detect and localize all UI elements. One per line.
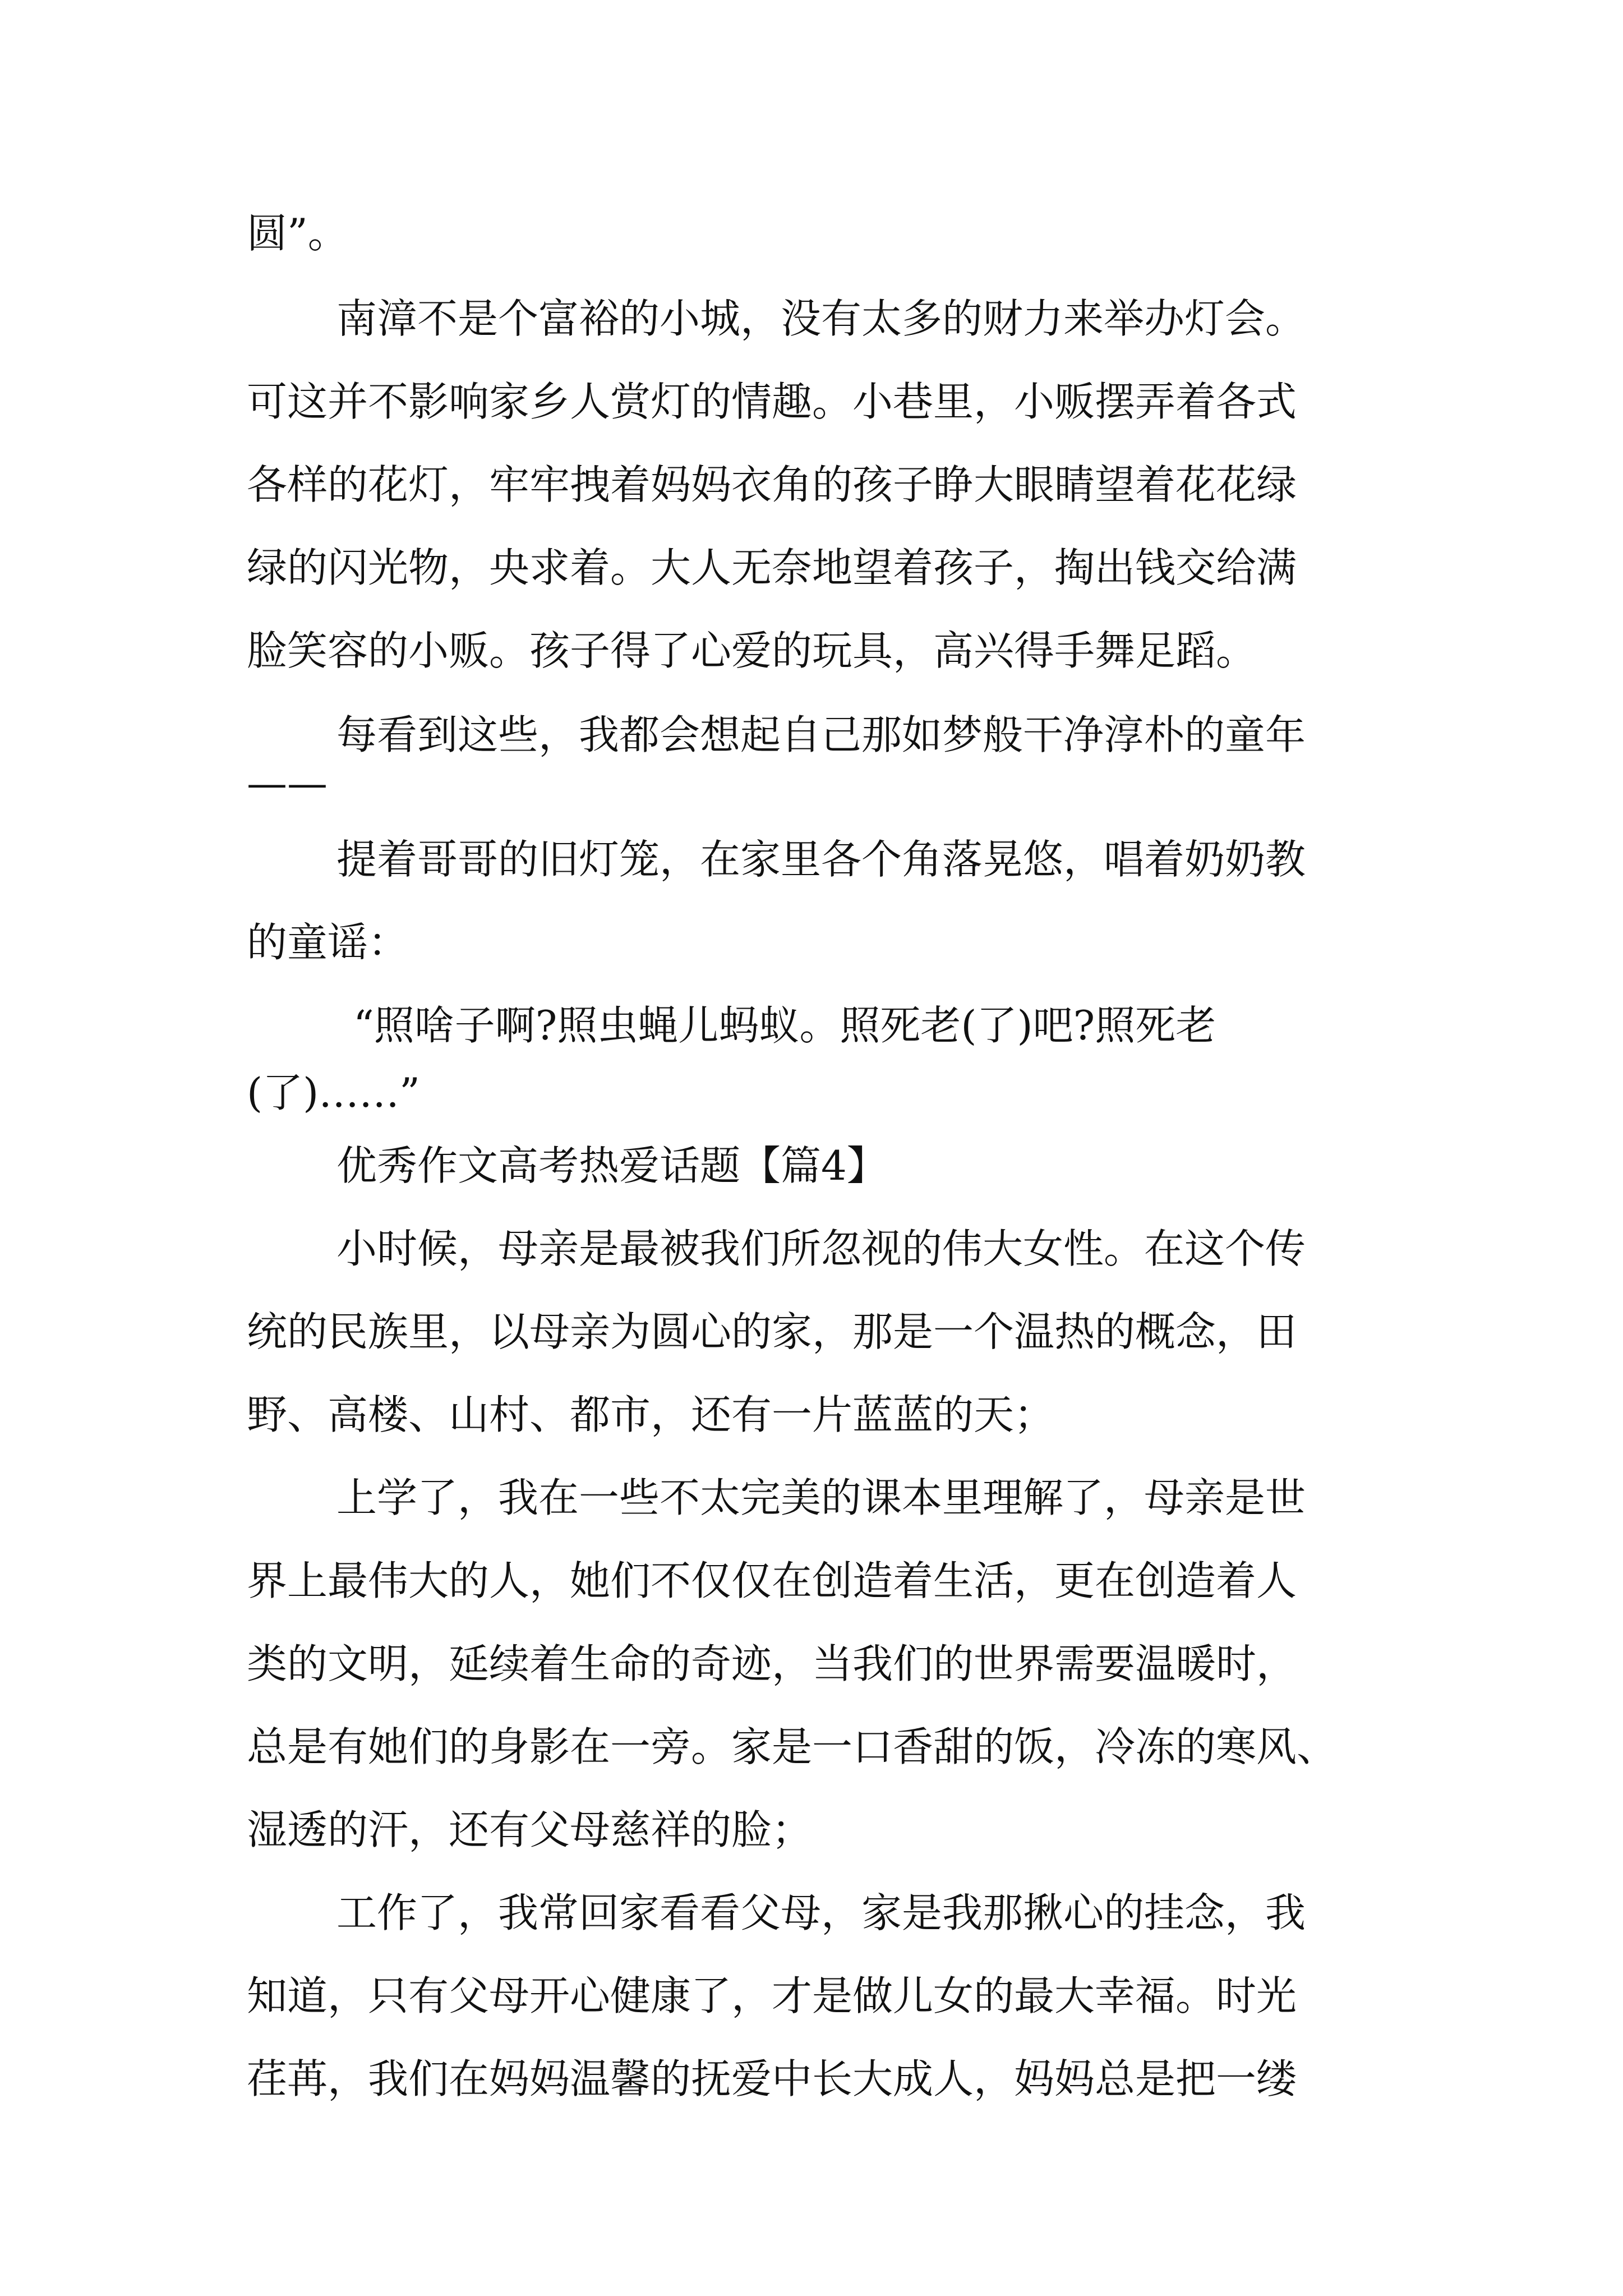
text-line: 的童谣： xyxy=(247,919,409,966)
text-line: 工作了，我常回家看看父母，家是我那揪心的挂念，我 xyxy=(336,1889,1306,1936)
text-line: 类的文明，延续着生命的奇迹，当我们的世界需要温暖时， xyxy=(247,1640,1297,1687)
text-line: 小时候，母亲是最被我们所忽视的伟大女性。在这个传 xyxy=(336,1225,1306,1272)
text-line: 上学了，我在一些不太完美的课本里理解了，母亲是世 xyxy=(336,1474,1306,1521)
text-line: 圆”。 xyxy=(247,210,348,257)
text-line: (了)……” xyxy=(247,1069,420,1116)
text-line: 每看到这些，我都会想起自己那如梦般干净淳朴的童年 xyxy=(336,711,1306,758)
text-line: —— xyxy=(247,760,328,807)
text-line: 南漳不是个富裕的小城，没有太多的财力来举办灯会。 xyxy=(336,295,1306,342)
text-line: 各样的花灯，牢牢拽着妈妈衣角的孩子睁大眼睛望着花花绿 xyxy=(247,461,1297,508)
text-line: 脸笑容的小贩。孩子得了心爱的玩具，高兴得手舞足蹈。 xyxy=(247,627,1257,674)
text-line: 荏苒，我们在妈妈温馨的抚爱中长大成人，妈妈总是把一缕 xyxy=(247,2055,1297,2102)
text-line: 知道，只有父母开心健康了，才是做儿女的最大幸福。时光 xyxy=(247,1972,1297,2019)
text-line: 总是有她们的身影在一旁。家是一口香甜的饭，冷冻的寒风、 xyxy=(247,1723,1338,1770)
text-line: 湿透的汗，还有父母慈祥的脸； xyxy=(247,1806,813,1853)
section-heading: 优秀作文高考热爱话题【篇4】 xyxy=(336,1142,887,1189)
text-line: 统的民族里，以母亲为圆心的家，那是一个温热的概念，田 xyxy=(247,1308,1297,1355)
text-line: “照啥子啊?照虫蝇儿蚂蚁。照死老(了)吧?照死老 xyxy=(353,1002,1216,1049)
text-line: 野、高楼、山村、都市，还有一片蓝蓝的天； xyxy=(247,1391,1055,1438)
text-line: 可这并不影响家乡人赏灯的情趣。小巷里，小贩摆弄着各式 xyxy=(247,378,1297,425)
text-line: 绿的闪光物，央求着。大人无奈地望着孩子，掏出钱交给满 xyxy=(247,544,1297,591)
text-line: 界上最伟大的人，她们不仅仅在创造着生活，更在创造着人 xyxy=(247,1557,1297,1604)
text-line: 提着哥哥的旧灯笼，在家里各个角落晃悠，唱着奶奶教 xyxy=(336,836,1306,883)
